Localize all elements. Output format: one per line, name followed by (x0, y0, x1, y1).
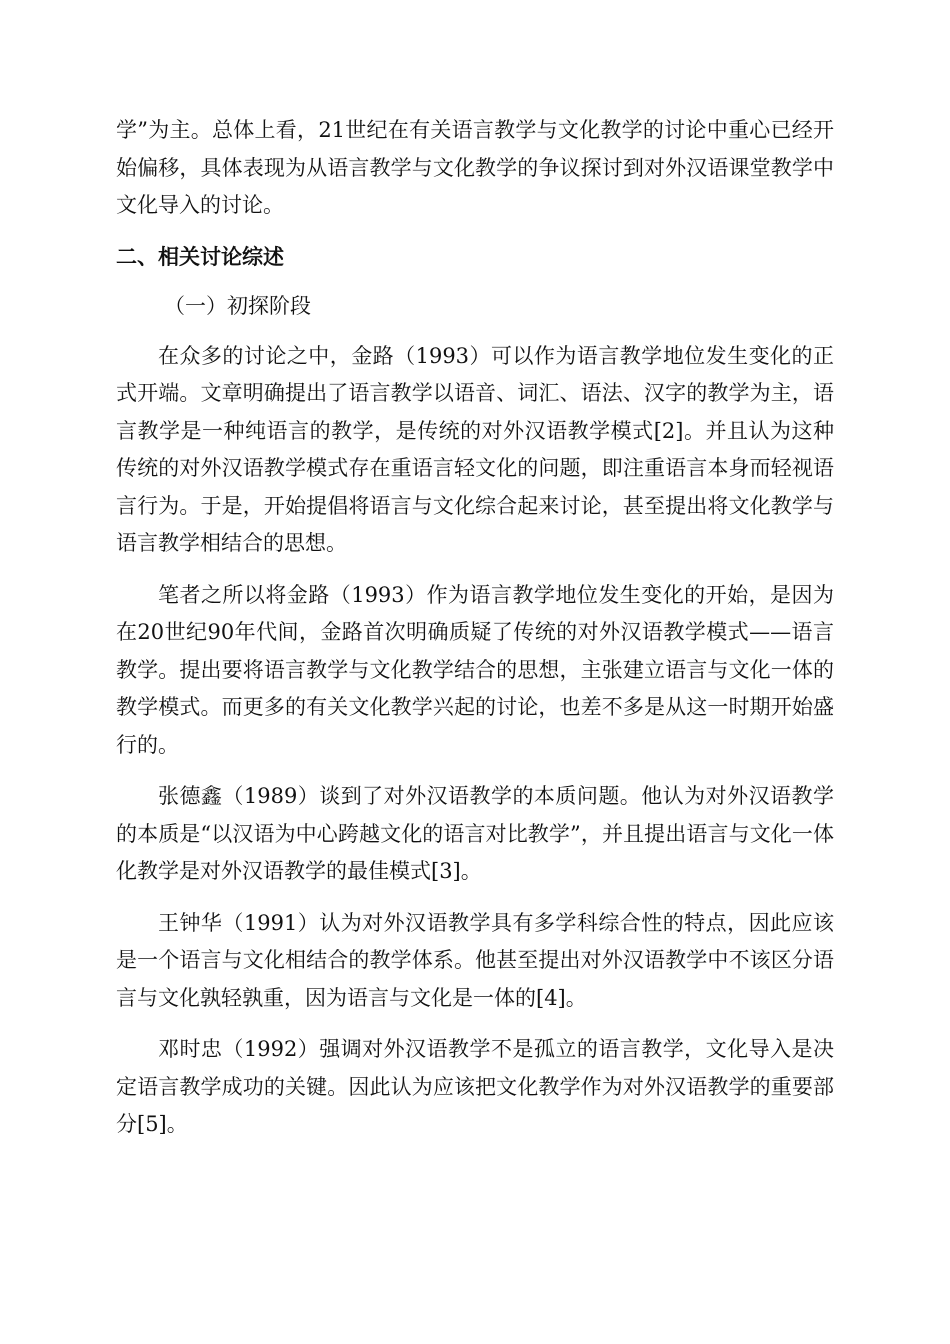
paragraph-deng: 邓时忠（1992）强调对外汉语教学不是孤立的语言教学，文化导入是决定语言教学成功的关键。因此认为应该把文化教学作为对外汉语教学的重要部分[5]。 (116, 1037, 834, 1136)
paragraph-wang: 王钟华（1991）认为对外汉语教学具有多学科综合性的特点，因此应该是一个语言与文化相结合的教学体系。他甚至提出对外汉语教学中不该区分语言与文化孰轻孰重，因为语言与文化是一体的[4]。 (116, 910, 834, 1010)
document-page (116, 112, 834, 1144)
section-heading: 二、相关讨论综述 (116, 244, 284, 269)
subsection-heading: （一）初探阶段 (164, 294, 311, 318)
paragraph-intro: 学”为主。总体上看，21世纪在有关语言教学与文化教学的讨论中重心已经开始偏移，具体表现为从语言教学与文化教学的争议探讨到对外汉语课堂教学中文化导入的讨论。 (116, 118, 834, 217)
paragraph-author-view: 笔者之所以将金路（1993）作为语言教学地位发生变化的开始，是因为在20世纪90年代间，金路首次明确质疑了传统的对外汉语教学模式——语言教学。提出要将语言教学与文化教学结合的思想，主张建立语言与文化一体的教学模式。而更多的有关文化教学兴起的讨论，也差不多是从这一时期开始盛行的。 (116, 582, 834, 757)
paragraph-jinlu: 在众多的讨论之中，金路（1993）可以作为语言教学地位发生变化的正式开端。文章明确提出了语言教学以语音、词汇、语法、汉字的教学为主，语言教学是一种纯语言的教学，是传统的对外汉语教学模式[2]。并且认为这种传统的对外汉语教学模式存在重语言轻文化的问题，即注重语言本身而轻视语言行为。于是，开始提倡将语言与文化综合起来讨论，甚至提出将文化教学与语言教学相结合的思想。 (116, 343, 834, 555)
paragraph-zhang: 张德鑫（1989）谈到了对外汉语教学的本质问题。他认为对外汉语教学的本质是“以汉语为中心跨越文化的语言对比教学”，并且提出语言与文化一体化教学是对外汉语教学的最佳模式[3]。 (116, 784, 834, 883)
